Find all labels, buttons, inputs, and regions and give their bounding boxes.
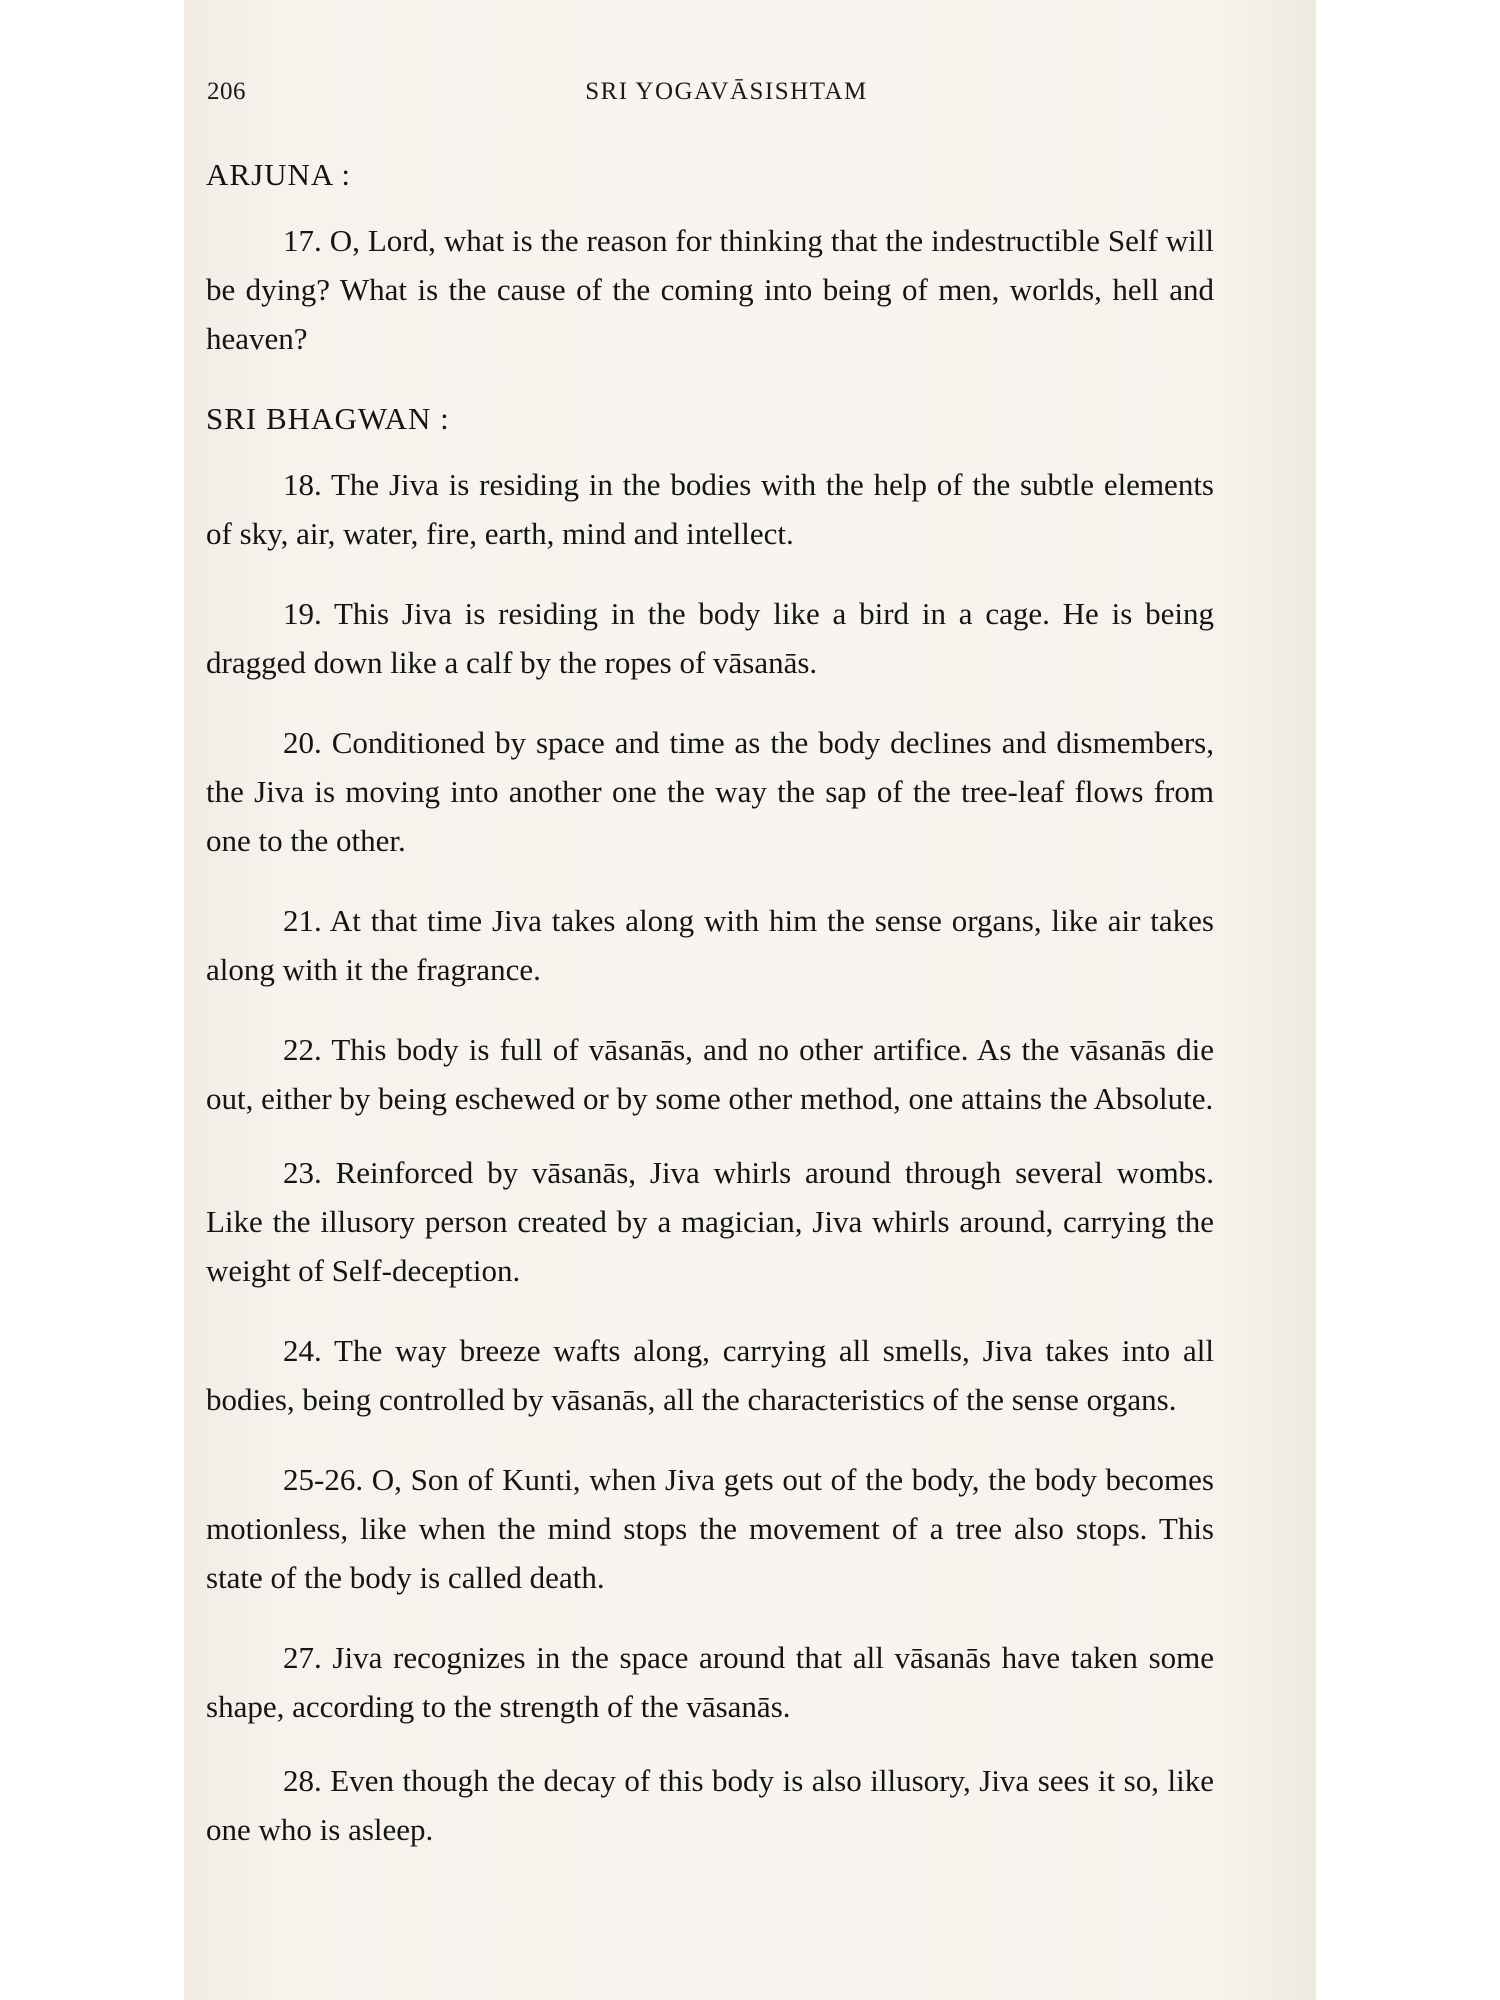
speaker-heading-arjuna: ARJUNA : <box>206 157 351 192</box>
verse-18: 18. The Jiva is residing in the bodies with the help of the subtle elements of sky, air, water, fire, earth, mind and intellect. <box>206 467 1214 551</box>
verse-27: 27. Jiva recognizes in the space around that all vāsanās have taken some shape, according to the strength of the vāsanās. <box>206 1640 1214 1724</box>
verse-24: 24. The way breeze wafts along, carrying all smells, Jiva takes into all bodies, being controlled by vāsanās, all the characteristics of the sense organs. <box>206 1333 1214 1417</box>
page-number: 206 <box>207 78 246 105</box>
page-body <box>206 150 1214 1879</box>
verse-25-26: 25-26. O, Son of Kunti, when Jiva gets out of the body, the body becomes motionless, like when the mind stops the movement of a tree also stops. This state of the body is called death. <box>206 1462 1214 1595</box>
verse-20: 20. Conditioned by space and time as the body declines and dismembers, the Jiva is moving into another one the way the sap of the tree-leaf flows from one to the other. <box>206 725 1214 858</box>
verse-21: 21. At that time Jiva takes along with him the sense organs, like air takes along with it the fragrance. <box>206 903 1214 987</box>
verse-19: 19. This Jiva is residing in the body like a bird in a cage. He is being dragged down like a calf by the ropes of vāsanās. <box>206 596 1214 680</box>
verse-17: 17. O, Lord, what is the reason for thinking that the indestructible Self will be dying? What is the cause of the coming into being of men, worlds, hell and heaven? <box>206 223 1214 356</box>
verse-22: 22. This body is full of vāsanās, and no other artifice. As the vāsanās die out, either by being eschewed or by some other method, one attains the Absolute. <box>206 1032 1214 1116</box>
verse-28: 28. Even though the decay of this body is also illusory, Jiva sees it so, like one who is asleep. <box>206 1763 1214 1847</box>
verse-23: 23. Reinforced by vāsanās, Jiva whirls around through several wombs. Like the illusory person created by a magician, Jiva whirls around, carrying the weight of Self-deception. <box>206 1155 1214 1288</box>
speaker-heading-sri-bhagwan: SRI BHAGWAN : <box>206 401 450 436</box>
book-page <box>184 0 1316 2000</box>
running-title: SRI YOGAVĀSISHTAM <box>585 78 868 105</box>
page-header <box>207 78 1246 118</box>
